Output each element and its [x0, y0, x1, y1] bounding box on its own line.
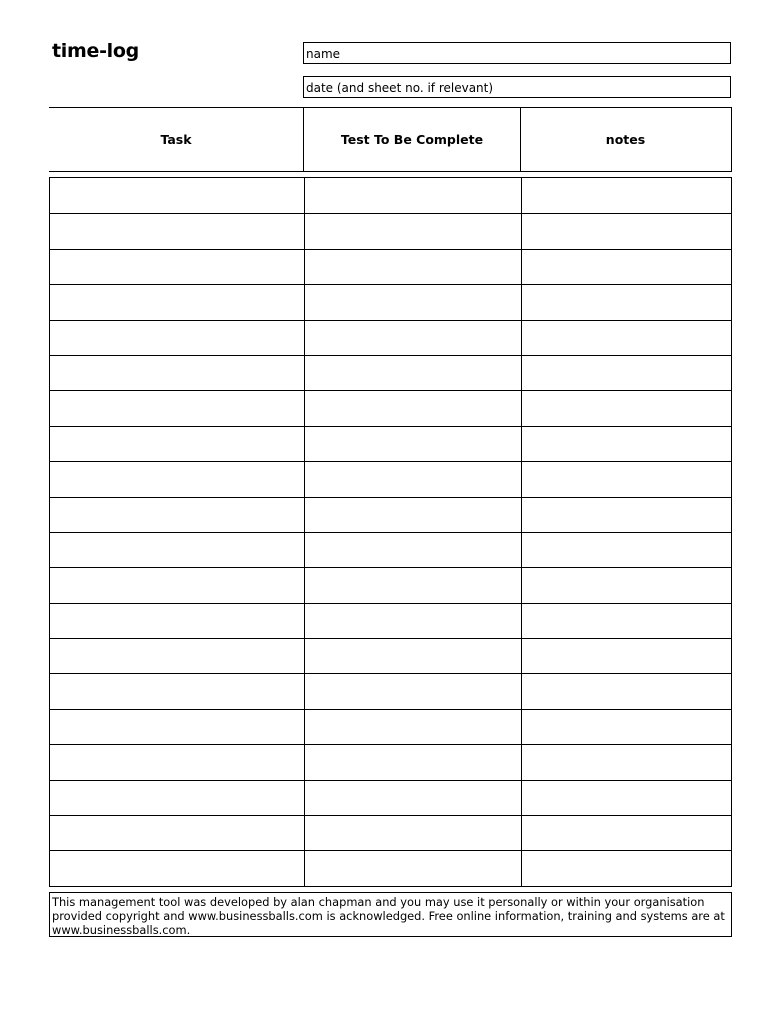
table-row — [50, 780, 731, 815]
test-to-be-complete-cell[interactable] — [304, 250, 521, 284]
notes-cell[interactable] — [521, 604, 731, 638]
table-row — [50, 673, 731, 708]
table-row — [50, 638, 731, 673]
test-to-be-complete-cell[interactable] — [304, 285, 521, 319]
task-cell[interactable] — [50, 604, 304, 638]
notes-cell[interactable] — [521, 427, 731, 461]
test-to-be-complete-cell[interactable] — [304, 745, 521, 779]
task-cell[interactable] — [50, 533, 304, 567]
test-to-be-complete-cell[interactable] — [304, 568, 521, 602]
test-to-be-complete-cell[interactable] — [304, 816, 521, 850]
notes-cell[interactable] — [521, 816, 731, 850]
task-cell[interactable] — [50, 639, 304, 673]
table-row — [50, 355, 731, 390]
copyright-note: This management tool was developed by alan chapman and you may use it personally or within your organisation provided copyright and www.businessballs.com is acknowledged. Free online information, training and systems are at www.businessballs.com. — [49, 892, 732, 937]
test-to-be-complete-cell[interactable] — [304, 781, 521, 815]
task-cell[interactable] — [50, 391, 304, 425]
table-row — [50, 461, 731, 496]
task-cell[interactable] — [50, 816, 304, 850]
task-cell[interactable] — [50, 250, 304, 284]
table-row — [50, 320, 731, 355]
notes-cell[interactable] — [521, 674, 731, 708]
table-row — [50, 390, 731, 425]
task-cell[interactable] — [50, 568, 304, 602]
column-header-notes: notes — [520, 108, 730, 171]
task-cell[interactable] — [50, 851, 304, 885]
test-to-be-complete-cell[interactable] — [304, 178, 521, 213]
table-row — [50, 603, 731, 638]
table-row — [50, 213, 731, 248]
test-to-be-complete-cell[interactable] — [304, 674, 521, 708]
notes-cell[interactable] — [521, 214, 731, 248]
name-field[interactable]: name — [303, 42, 731, 64]
table-row — [50, 850, 731, 885]
notes-cell[interactable] — [521, 781, 731, 815]
notes-cell[interactable] — [521, 462, 731, 496]
test-to-be-complete-cell[interactable] — [304, 214, 521, 248]
task-cell[interactable] — [50, 178, 304, 213]
test-to-be-complete-cell[interactable] — [304, 533, 521, 567]
test-to-be-complete-cell[interactable] — [304, 427, 521, 461]
task-cell[interactable] — [50, 462, 304, 496]
table-row — [50, 744, 731, 779]
table-row — [50, 497, 731, 532]
test-to-be-complete-cell[interactable] — [304, 851, 521, 885]
table-row — [50, 284, 731, 319]
test-to-be-complete-cell[interactable] — [304, 321, 521, 355]
notes-cell[interactable] — [521, 321, 731, 355]
column-header-test-to-be-complete: Test To Be Complete — [303, 108, 520, 171]
table-row — [50, 532, 731, 567]
table-row — [50, 709, 731, 744]
table-row — [50, 178, 731, 213]
notes-cell[interactable] — [521, 178, 731, 213]
notes-cell[interactable] — [521, 285, 731, 319]
task-cell[interactable] — [50, 321, 304, 355]
test-to-be-complete-cell[interactable] — [304, 462, 521, 496]
notes-cell[interactable] — [521, 568, 731, 602]
table-row — [50, 567, 731, 602]
notes-cell[interactable] — [521, 851, 731, 885]
page-title: time-log — [52, 40, 139, 62]
task-cell[interactable] — [50, 674, 304, 708]
notes-cell[interactable] — [521, 250, 731, 284]
task-cell[interactable] — [50, 498, 304, 532]
notes-cell[interactable] — [521, 639, 731, 673]
test-to-be-complete-cell[interactable] — [304, 604, 521, 638]
notes-cell[interactable] — [521, 498, 731, 532]
column-header-task: Task — [160, 132, 192, 147]
notes-cell[interactable] — [521, 710, 731, 744]
table-row — [50, 426, 731, 461]
task-cell[interactable] — [50, 710, 304, 744]
task-cell[interactable] — [50, 745, 304, 779]
notes-cell[interactable] — [521, 391, 731, 425]
table-header — [49, 107, 732, 172]
task-cell[interactable] — [50, 214, 304, 248]
date-field[interactable]: date (and sheet no. if relevant) — [303, 76, 731, 98]
test-to-be-complete-cell[interactable] — [304, 710, 521, 744]
test-to-be-complete-cell[interactable] — [304, 498, 521, 532]
test-to-be-complete-cell[interactable] — [304, 639, 521, 673]
task-cell[interactable] — [50, 427, 304, 461]
task-cell[interactable] — [50, 356, 304, 390]
test-to-be-complete-cell[interactable] — [304, 391, 521, 425]
time-log-table — [49, 177, 732, 887]
task-cell[interactable] — [50, 781, 304, 815]
notes-cell[interactable] — [521, 356, 731, 390]
table-row — [50, 815, 731, 850]
task-cell[interactable] — [50, 285, 304, 319]
notes-cell[interactable] — [521, 533, 731, 567]
table-row — [50, 249, 731, 284]
test-to-be-complete-cell[interactable] — [304, 356, 521, 390]
notes-cell[interactable] — [521, 745, 731, 779]
